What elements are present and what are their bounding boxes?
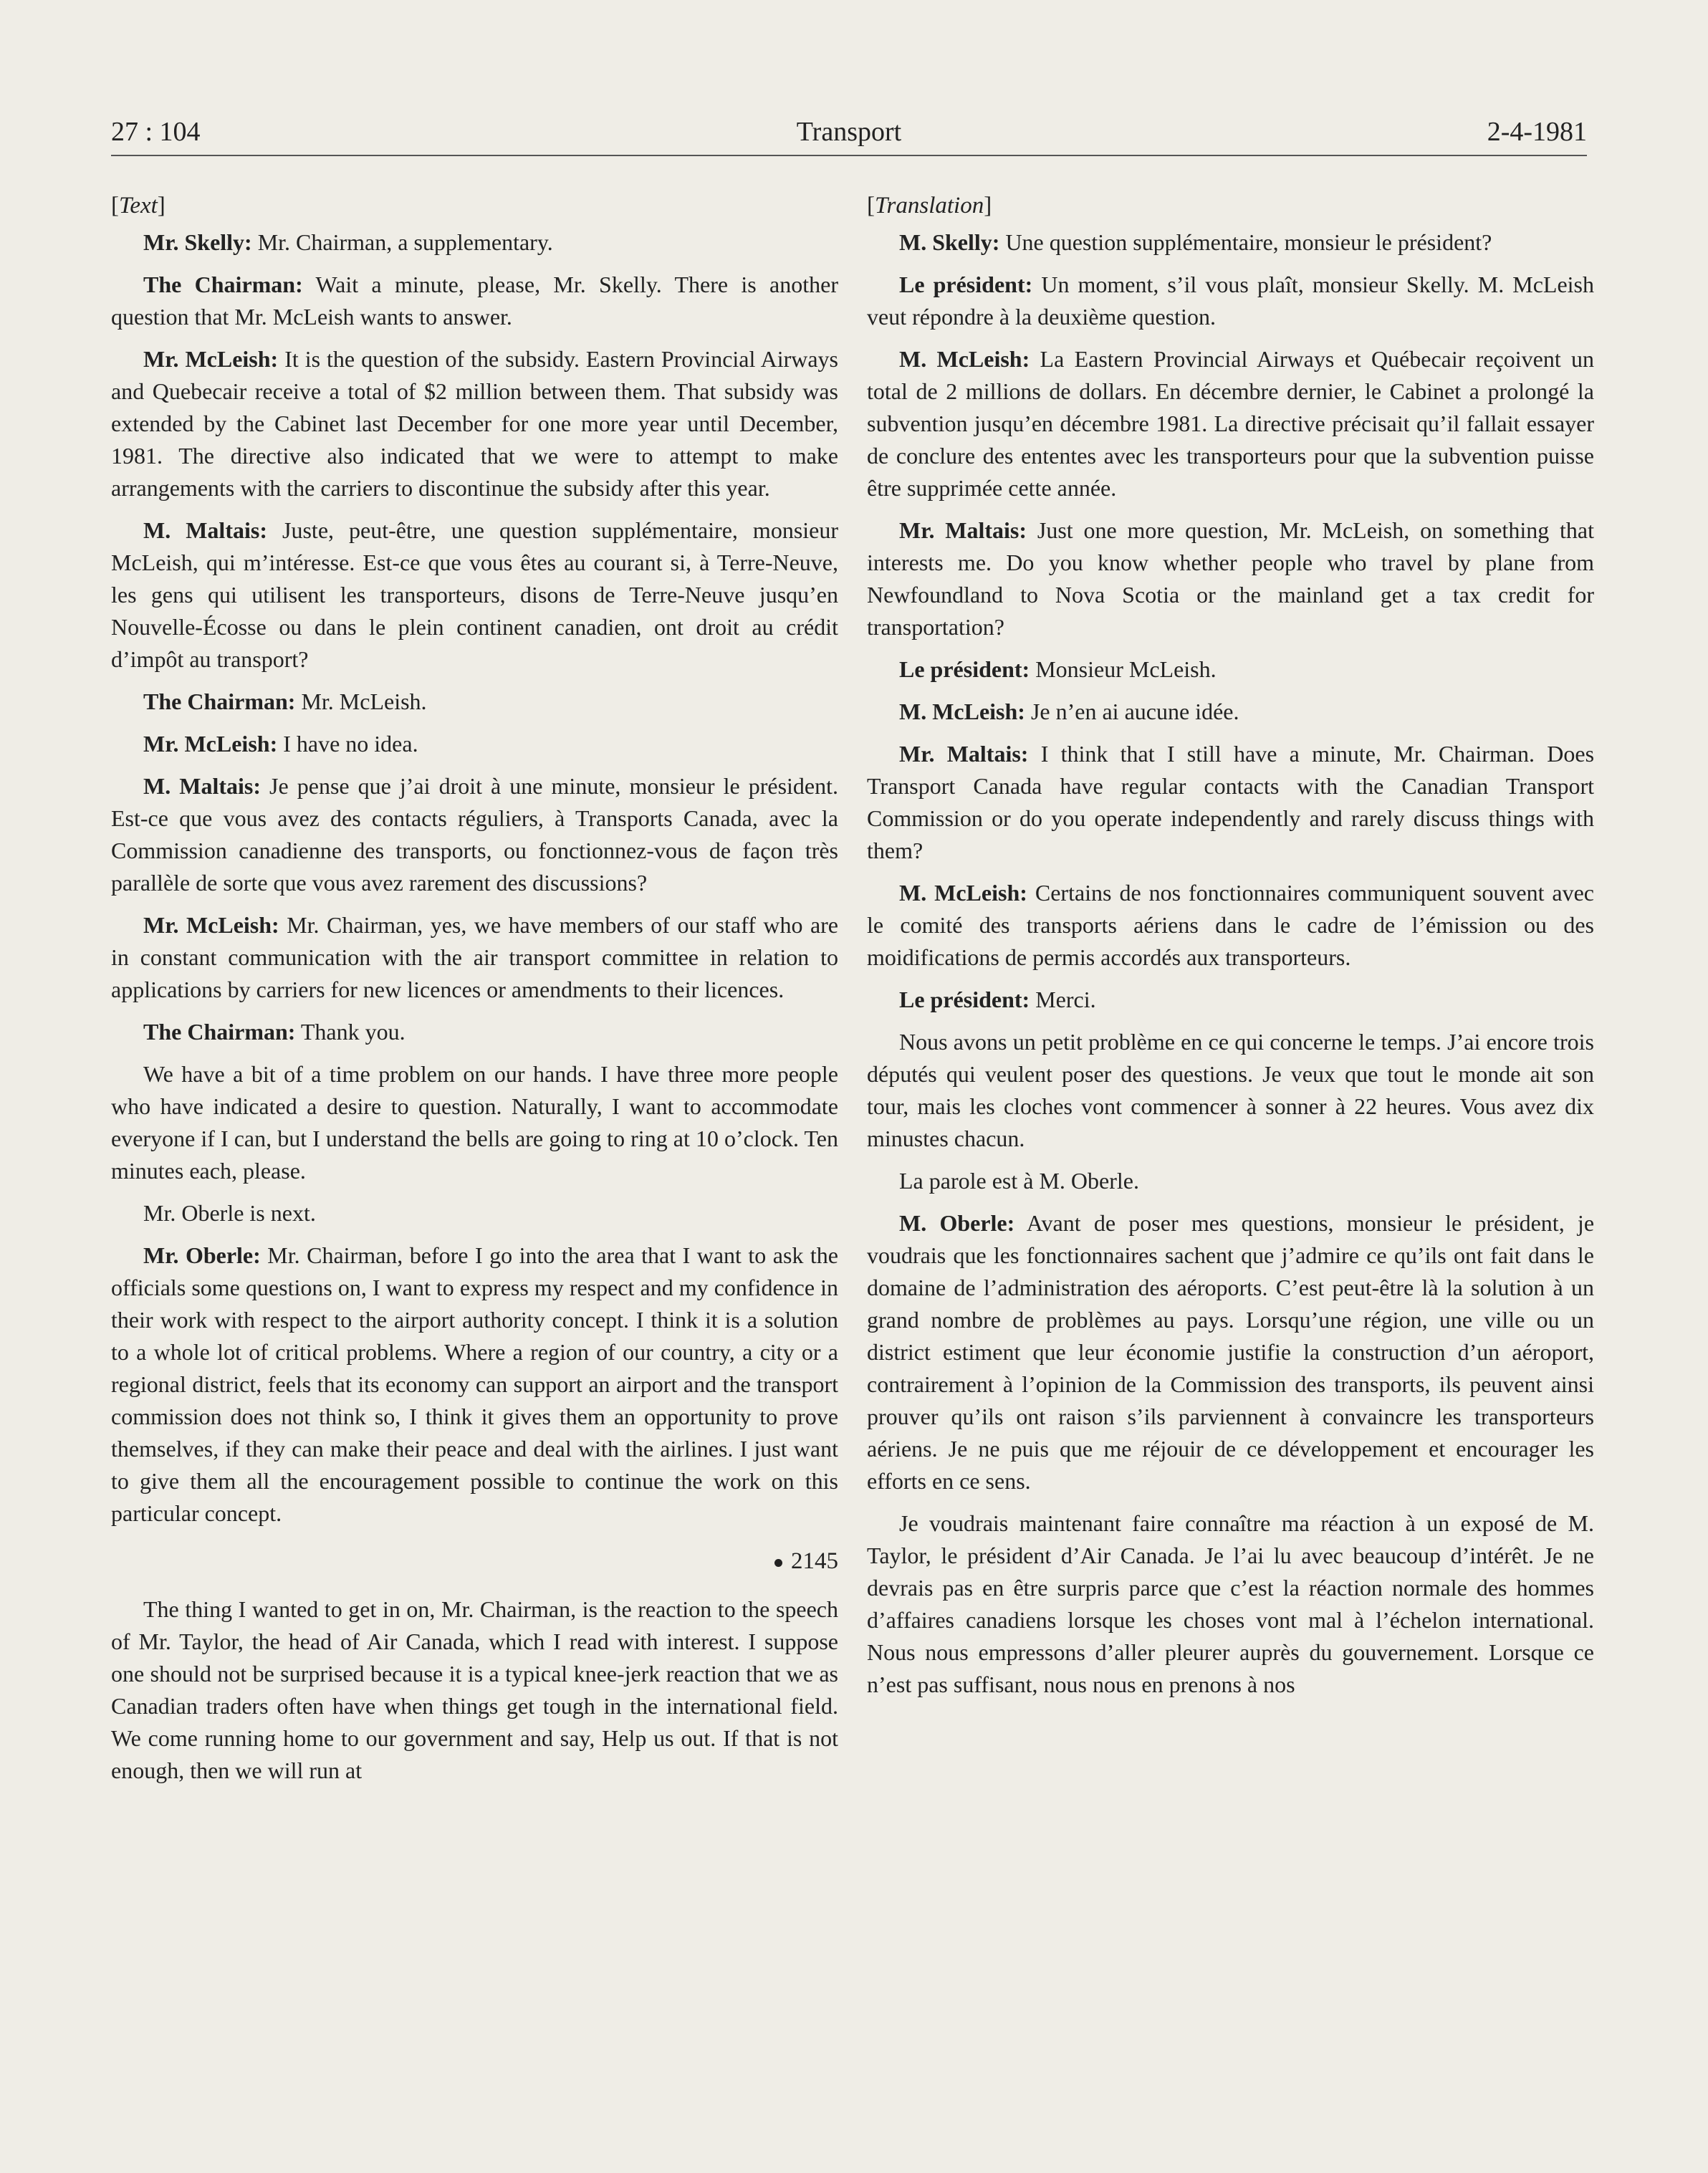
speech-text: I have no idea.: [283, 731, 418, 757]
speaker-name: Le président:: [899, 272, 1033, 297]
speech-text: Certains de nos fonctionnaires communiquent souvent avec le comité des transports aériens dans le cadre de l’émission ou des moidifications de permis accordés aux transporteurs.: [867, 880, 1595, 970]
speaker-name: Mr. McLeish:: [143, 912, 279, 938]
speech-text: Mr. Chairman, yes, we have members of our staff who are in constant communication with the air transport committee in relation to applications by carriers for new licences or amendments to their licences.: [111, 912, 838, 1002]
transcript-paragraph: [111, 1058, 838, 1187]
transcript-paragraph: [111, 1197, 838, 1229]
speaker-name: Mr. Maltais:: [899, 517, 1027, 543]
speaker-name: M. Skelly:: [899, 229, 1000, 255]
transcript-paragraph: [867, 1207, 1594, 1497]
speech-text: Avant de poser mes questions, monsieur le président, je voudrais que les fonctionnaires sachent que j’admire ce qu’ils ont fait dans le domaine de l’administration des aéroports. C’est peut-être là la solution à un grand nombre de problèmes au pays. Lorsqu’une région, une ville ou un district estiment que leur économie justifie la construction d’un aéroport, contrairement à l’opinion de la Commission des transports, ils peuvent ainsi prouver qu’ils ont raison s’ils parviennent à convaincre les transporteurs aériens. Je ne puis que me réjouir de ce développement et encourager les efforts en ce sens.: [867, 1210, 1595, 1494]
transcript-paragraph: [867, 984, 1594, 1016]
speech-text: We have a bit of a time problem on our hands. I have three more people who have indicated a desire to question. Naturally, I want to accommodate everyone if I can, but I understand the bells are going to ring at 10 o’clock. Ten minutes each, please.: [111, 1061, 838, 1184]
speech-text: Just one more question, Mr. McLeish, on something that interests me. Do you know whether people who travel by plane from Newfoundland to Nova Scotia or the mainland get a tax credit for transportation?: [867, 517, 1595, 640]
transcript-paragraph: [867, 1165, 1594, 1197]
transcript-paragraph: [867, 514, 1594, 643]
page-title: Transport: [796, 117, 902, 147]
speaker-name: The Chairman:: [143, 1019, 296, 1045]
transcript-paragraph: [111, 269, 838, 333]
speech-text: Mr. Chairman, before I go into the area that I want to ask the officials some questions on, I want to express my respect and my confidence in their work with respect to the airport authority concept. I think it is a solution to a whole lot of critical problems. Where a region of our country, a city or a regional district, feels that its economy can support an airport and the transport commission does not think so, I think it gives them an opportunity to prove themselves, if they can make their peace and deal with the airlines. I just want to give them all the encouragement possible to continue the work on this particular concept.: [111, 1242, 839, 1526]
speech-text: I think that I still have a minute, Mr. Chairman. Does Transport Canada have regular contacts with the Canadian Transport Commission or do you operate independently and rarely discuss things with them?: [867, 741, 1595, 863]
page-date: 2-4-1981: [1487, 117, 1587, 147]
speech-text: Monsieur McLeish.: [1035, 656, 1217, 682]
speaker-name: M. McLeish:: [899, 880, 1027, 906]
speaker-name: The Chairman:: [143, 272, 303, 297]
speech-text: La Eastern Provincial Airways et Québecair reçoivent un total de 2 millions de dollars. En décembre dernier, le Cabinet a prolongé la subvention jusqu’en décembre 1981. La directive précisait qu’il fallait essayer de conclure des ententes avec les transporteurs pour que la subvention puisse être supprimée cette année.: [867, 346, 1595, 501]
language-tag: [Text]: [111, 193, 165, 219]
transcript-paragraph: [111, 343, 838, 504]
language-tag-label: Text: [119, 193, 158, 219]
transcript-paragraph: [111, 1593, 838, 1787]
transcript-paragraph: [867, 1507, 1594, 1701]
speech-text: The thing I wanted to get in on, Mr. Chairman, is the reaction to the speech of Mr. Taylor, the head of Air Canada, which I read with interest. I suppose one should not be surprised because it is a typical knee-jerk reaction that we as Canadian traders often have when things get tough in the international field. We come running home to our government and say, Help us out. If that is not enough, then we will run at: [111, 1596, 838, 1783]
speaker-name: M. Maltais:: [143, 517, 267, 543]
transcript-paragraph: [111, 728, 838, 760]
transcript-paragraph: [867, 226, 1594, 259]
transcript-paragraph: [111, 226, 838, 259]
language-tag: [Translation]: [867, 193, 992, 219]
transcript-paragraph: [867, 1026, 1594, 1155]
left-column-english: [111, 190, 838, 1797]
speaker-name: Mr. Skelly:: [143, 229, 252, 255]
speech-text: La parole est à M. Oberle.: [899, 1168, 1139, 1194]
transcript-paragraph: [867, 653, 1594, 686]
speaker-name: Mr. Maltais:: [899, 741, 1029, 767]
transcript-paragraph: [111, 1016, 838, 1048]
speaker-name: M. Maltais:: [143, 773, 261, 799]
speaker-name: M. McLeish:: [899, 346, 1030, 372]
right-column-french: [867, 190, 1594, 1711]
speech-text: Wait a minute, please, Mr. Skelly. There is another question that Mr. McLeish wants to answer.: [111, 272, 839, 330]
speaker-name: The Chairman:: [143, 689, 296, 714]
speech-text: Je n’en ai aucune idée.: [1030, 699, 1239, 724]
speaker-name: Mr. McLeish:: [143, 731, 278, 757]
speech-text: Juste, peut-être, une question supplémentaire, monsieur McLeish, qui m’intéresse. Est-ce que vous êtes au courant si, à Terre-Neuve, les gens qui utilisent les transporteurs, disons de Terre-Neuve jusqu’en Nouvelle-Écosse ou dans le plein continent canadien, ont droit au crédit d’impôt au transport?: [111, 517, 839, 672]
speaker-name: M. Oberle:: [899, 1210, 1015, 1236]
speech-text: Thank you.: [300, 1019, 406, 1045]
transcript-paragraph: [111, 770, 838, 899]
speech-text: Merci.: [1035, 987, 1096, 1012]
speaker-name: M. McLeish:: [899, 699, 1025, 724]
transcript-paragraph: [111, 514, 838, 676]
page-number: 27 : 104: [111, 117, 201, 147]
speech-text: Mr. McLeish.: [301, 689, 427, 714]
speaker-name: Mr. McLeish:: [143, 346, 279, 372]
speech-text: Mr. Oberle is next.: [143, 1200, 316, 1226]
transcript-paragraph: [867, 269, 1594, 333]
transcript-paragraph: [111, 686, 838, 718]
bullet-icon: [774, 1559, 782, 1567]
transcript-paragraph: [867, 696, 1594, 728]
page-header: [111, 115, 1587, 156]
language-tag-label: Translation: [875, 193, 984, 219]
speaker-name: Le président:: [899, 987, 1030, 1012]
transcript-paragraph: [867, 877, 1594, 974]
speech-text: Nous avons un petit problème en ce qui concerne le temps. J’ai encore trois députés qui veulent poser des questions. Je veux que tout le monde ait son tour, mais les cloches vont commencer à sonner à 22 heures. Vous avez dix minustes chacun.: [867, 1029, 1594, 1151]
time-marker: [111, 1545, 838, 1578]
speech-text: It is the question of the subsidy. Eastern Provincial Airways and Quebecair receive a total of $2 million between them. That subsidy was extended by the Cabinet last December for one more year until December, 1981. The directive also indicated that we were to attempt to make arrangements with the carriers to discontinue the subsidy after this year.: [111, 346, 839, 501]
speech-text: Mr. Chairman, a supplementary.: [257, 229, 553, 255]
transcript-paragraph: [867, 343, 1594, 504]
transcript-paragraph: [867, 738, 1594, 867]
speech-text: Une question supplémentaire, monsieur le président?: [1005, 229, 1492, 255]
speaker-name: Le président:: [899, 656, 1030, 682]
speech-text: Un moment, s’il vous plaît, monsieur Skelly. M. McLeish veut répondre à la deuxième question.: [867, 272, 1595, 330]
transcript-paragraph: [111, 1239, 838, 1530]
speech-text: Je pense que j’ai droit à une minute, monsieur le président. Est-ce que vous avez des contacts réguliers, à Transports Canada, avec la Commission canadienne des transports, ou fonctionnez-vous de façon très parallèle de sorte que vous avez rarement des discussions?: [111, 773, 839, 896]
speaker-name: Mr. Oberle:: [143, 1242, 261, 1268]
speech-text: Je voudrais maintenant faire connaître ma réaction à un exposé de M. Taylor, le président d’Air Canada. Je l’ai lu avec beaucoup d’intérêt. Je ne devrais pas en être surpris parce que c’est la réaction normale des hommes d’affaires canadiens lorsque les choses vont mal à l’échelon international. Nous nous empressons d’aller pleurer auprès du gouvernement. Lorsque ce n’est pas suffisant, nous nous en prenons à nos: [867, 1510, 1594, 1697]
time-marker-label: 2145: [791, 1548, 838, 1574]
transcript-paragraph: [111, 909, 838, 1006]
